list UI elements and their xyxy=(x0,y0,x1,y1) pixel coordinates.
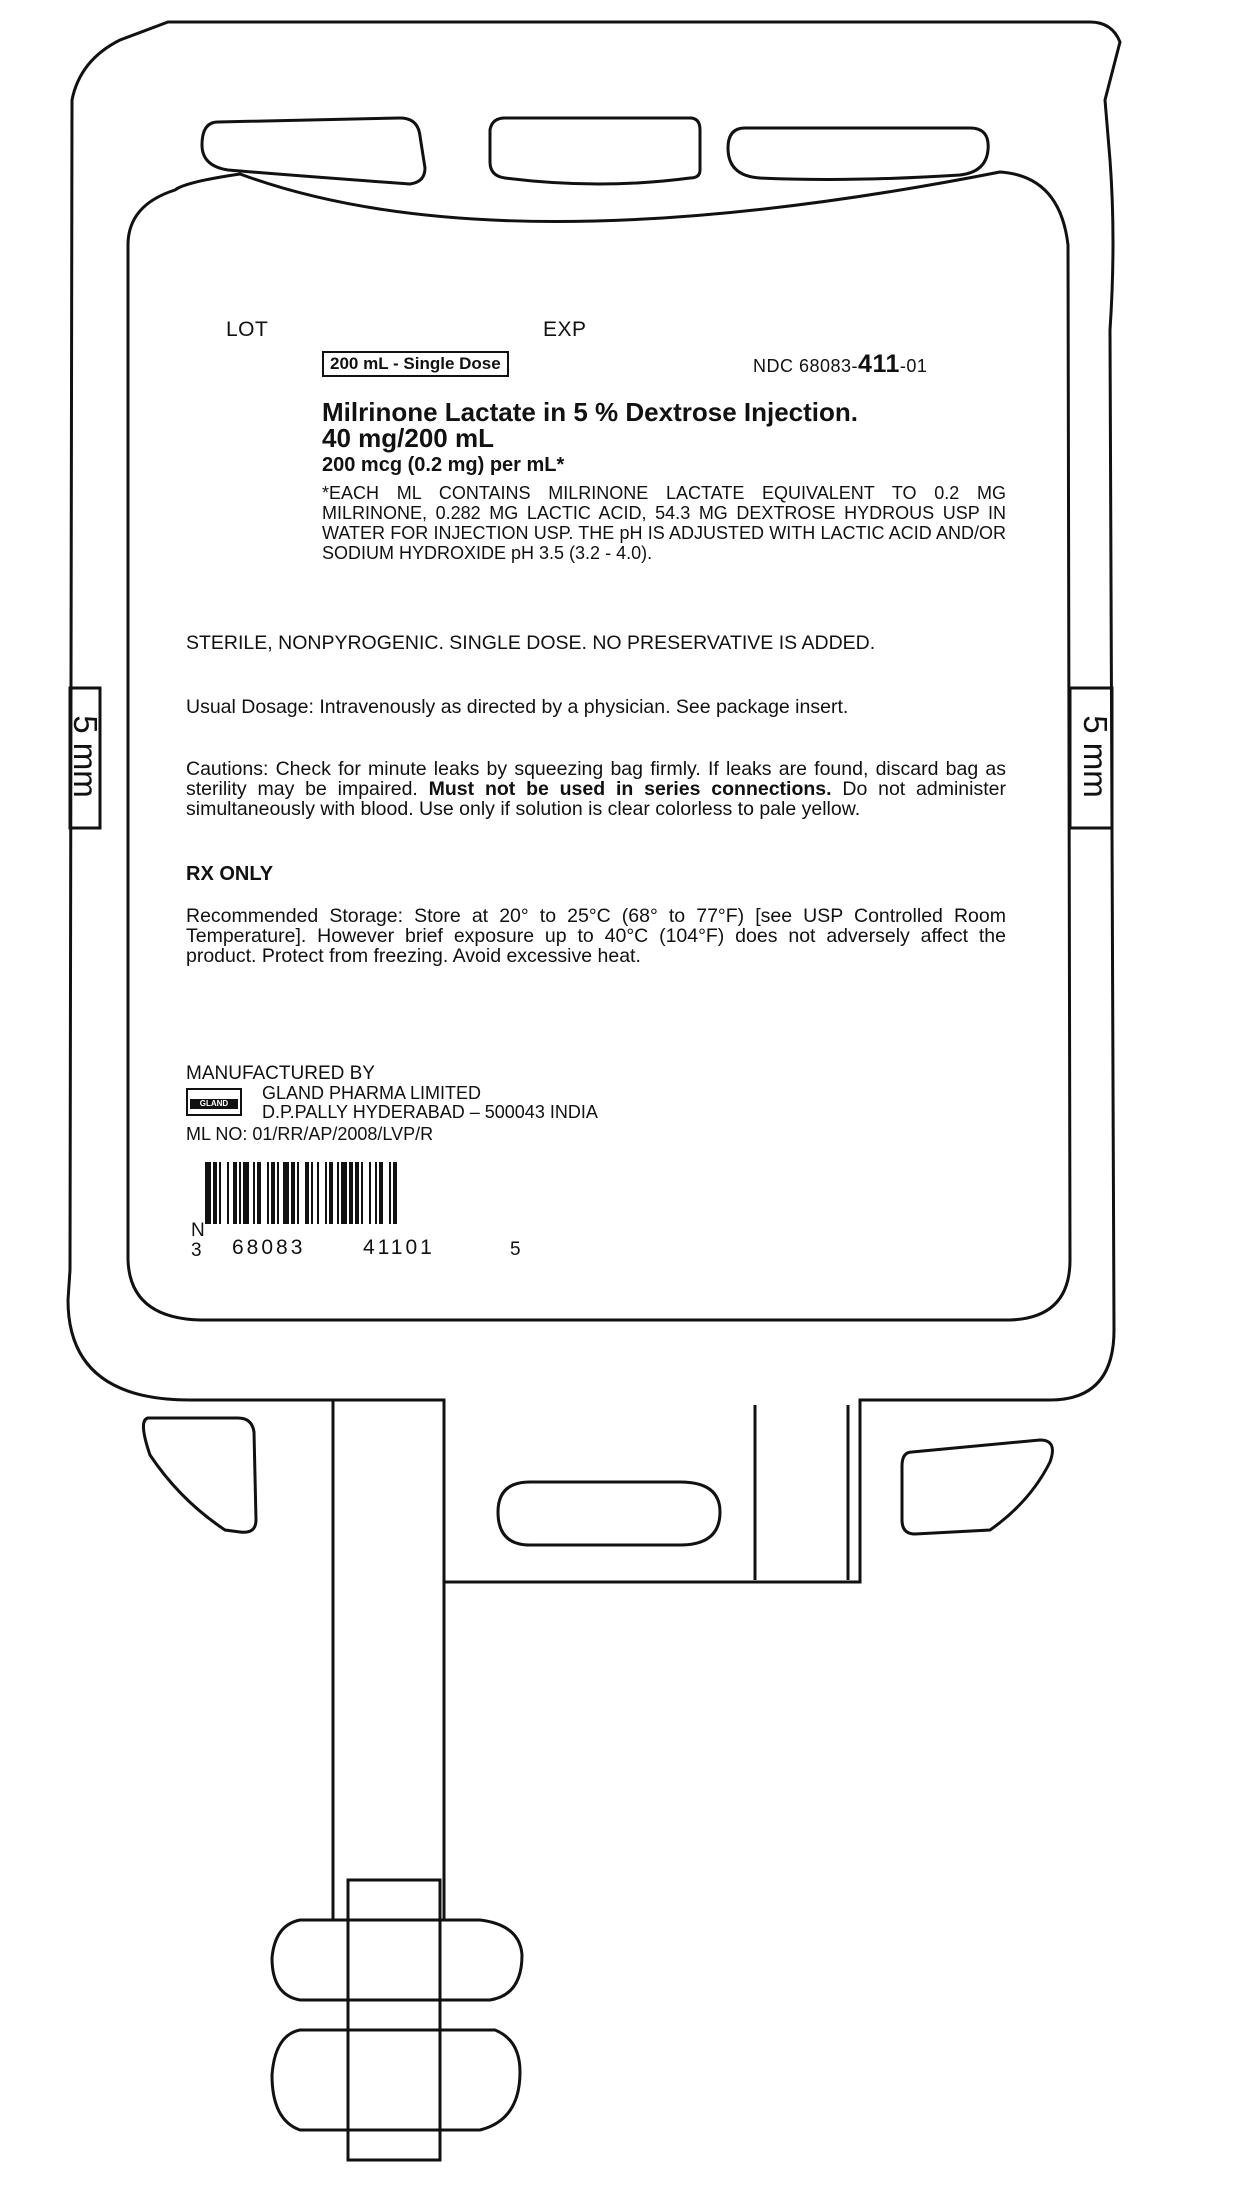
barcode-bar xyxy=(329,1162,333,1224)
barcode-bar xyxy=(369,1162,371,1224)
barcode-bar xyxy=(325,1162,327,1224)
ml-number: ML NO: 01/RR/AP/2008/LVP/R xyxy=(186,1124,434,1144)
barcode-bar xyxy=(253,1162,255,1224)
barcode-bar xyxy=(393,1162,397,1224)
barcode-group1: 68083 xyxy=(232,1236,306,1259)
barcode-group2: 41101 xyxy=(363,1236,435,1259)
margin-label-right: 5 mm xyxy=(1076,715,1114,798)
sterile-statement: STERILE, NONPYROGENIC. SINGLE DOSE. NO PRESERVATIVE IS ADDED. xyxy=(186,632,876,654)
barcode-bar xyxy=(271,1162,275,1224)
product-strength: 40 mg/200 mL xyxy=(322,423,494,453)
barcode-bar xyxy=(361,1162,363,1224)
margin-label-left: 5 mm xyxy=(66,715,104,798)
barcode-check-digit: 5 xyxy=(510,1239,521,1260)
barcode-bars xyxy=(205,1162,507,1224)
barcode xyxy=(191,1162,521,1262)
volume-text: 200 mL - Single Dose xyxy=(330,354,501,373)
barcode-n-mark: N xyxy=(191,1220,205,1241)
port-cap-upper xyxy=(272,1920,522,2000)
hanger-slot-center xyxy=(490,118,700,184)
dosage-statement: Usual Dosage: Intravenously as directed by a physician. See package insert. xyxy=(186,696,849,718)
exp-label: EXP xyxy=(543,318,587,341)
barcode-bar xyxy=(219,1162,221,1224)
ndc-product-code: 411 xyxy=(858,350,900,378)
barcode-bar xyxy=(267,1162,269,1224)
lot-label: LOT xyxy=(226,318,269,341)
cautions-statement xyxy=(186,759,1006,819)
barcode-bar xyxy=(341,1162,347,1224)
bottom-slot-right xyxy=(902,1440,1052,1534)
barcode-bar xyxy=(243,1162,249,1224)
hanger-slot-right xyxy=(728,128,988,179)
bottom-slot-center xyxy=(498,1482,720,1545)
ndc-prefix: NDC 68083- xyxy=(753,356,859,376)
barcode-bar xyxy=(257,1162,261,1224)
barcode-bar xyxy=(355,1162,359,1224)
barcode-bar xyxy=(379,1162,383,1224)
barcode-digit-first: 3 xyxy=(191,1240,202,1261)
rx-only: RX ONLY xyxy=(186,863,274,885)
barcode-bar xyxy=(283,1162,289,1224)
barcode-bar xyxy=(213,1162,217,1224)
manufactured-by: MANUFACTURED BY xyxy=(186,1063,375,1084)
composition-text: *EACH ML CONTAINS MILRINONE LACTATE EQUIVALENT TO 0.2 MG MILRINONE, 0.282 MG LACTIC ACID, 54.3 MG DEXTROSE HYDROUS USP IN WATER FOR INJECTION USP. THE pH IS ADJUSTED WITH LACTIC ACID AND/OR SODIUM HYDROXIDE pH 3.5 (3.2 - 4.0). xyxy=(322,483,1006,563)
barcode-bar xyxy=(227,1162,229,1224)
ndc-package-code: -01 xyxy=(899,356,928,376)
cautions-text-a: Cautions: Check for minute leaks by squeezing bag firmly. If leaks are found, discard bag as sterility may be impaired. xyxy=(186,758,1006,800)
barcode-bar xyxy=(277,1162,279,1224)
bottom-slot-left xyxy=(143,1418,256,1532)
barcode-bar xyxy=(337,1162,339,1224)
barcode-bar xyxy=(233,1162,237,1224)
ndc-number xyxy=(753,350,927,379)
port-cap-lower xyxy=(272,2030,520,2130)
barcode-bar xyxy=(349,1162,353,1224)
company-address: D.P.PALLY HYDERABAD – 500043 INDIA xyxy=(262,1102,598,1122)
barcode-bar xyxy=(305,1162,309,1224)
barcode-bar xyxy=(311,1162,313,1224)
cautions-text-b: Do not administer simultaneously with blood. Use only if solution is clear colorless to pale yellow. xyxy=(186,778,1006,820)
barcode-bar xyxy=(205,1162,211,1224)
barcode-bar xyxy=(291,1162,295,1224)
storage-statement: Recommended Storage: Store at 20° to 25°C (68° to 77°F) [see USP Controlled Room Temperature]. However brief exposure up to 40°C (104°F) does not adversely affect the product. Protect from freezing. Avoid excessive heat. xyxy=(186,905,1006,967)
logo-text: GLAND xyxy=(190,1099,238,1109)
barcode-bar xyxy=(297,1162,299,1224)
barcode-bar xyxy=(239,1162,241,1224)
volume-box xyxy=(322,351,509,377)
product-title: Milrinone Lactate in 5 % Dextrose Injection. xyxy=(322,397,859,427)
port-stem xyxy=(348,1880,440,2160)
company-name: GLAND PHARMA LIMITED xyxy=(262,1083,482,1103)
cautions-text-bold: Must not be used in series connections. xyxy=(428,778,832,800)
company-logo xyxy=(186,1088,242,1116)
label-window xyxy=(128,172,1070,1320)
barcode-bar xyxy=(389,1162,391,1224)
barcode-bar xyxy=(375,1162,377,1224)
barcode-bar xyxy=(317,1162,319,1224)
product-concentration: 200 mcg (0.2 mg) per mL* xyxy=(322,454,565,476)
